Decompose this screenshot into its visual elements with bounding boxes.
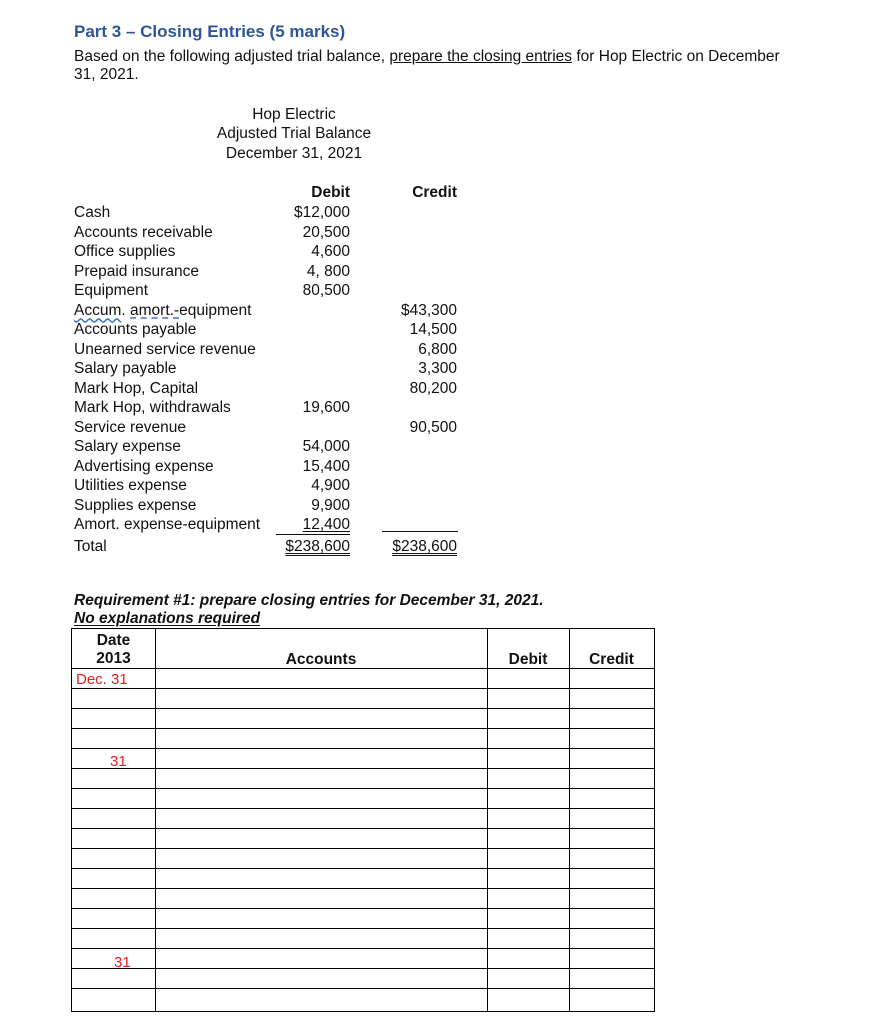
account-name: Unearned service revenue bbox=[74, 340, 256, 358]
accum-word: Accum bbox=[74, 301, 122, 319]
credit-total-rule bbox=[382, 531, 458, 532]
journal-row-line bbox=[72, 968, 654, 969]
account-debit: 80,500 bbox=[302, 282, 350, 299]
journal-row-line bbox=[72, 888, 654, 889]
journal-row-line bbox=[72, 988, 654, 989]
account-credit: 80,200 bbox=[409, 379, 457, 397]
credit-column-header: Credit bbox=[412, 184, 457, 201]
journal-row-line bbox=[72, 808, 654, 809]
requirement-line-2: No explanations required bbox=[74, 610, 261, 627]
journal-row-line bbox=[72, 868, 654, 869]
account-credit: 14,500 bbox=[409, 321, 457, 338]
journal-table bbox=[71, 628, 655, 1012]
debit-column-header: Debit bbox=[311, 184, 350, 201]
account-debit: 4,900 bbox=[311, 477, 350, 494]
journal-row-line bbox=[72, 748, 654, 749]
year-header-label: 2013 bbox=[96, 650, 131, 667]
journal-row-line bbox=[72, 668, 654, 669]
intro-underlined-phrase: prepare the closing entries bbox=[389, 48, 573, 65]
journal-row-line bbox=[72, 828, 654, 829]
debit-column-divider bbox=[569, 629, 570, 1011]
account-debit: 19,600 bbox=[302, 399, 350, 416]
account-debit: 54,000 bbox=[302, 438, 350, 455]
journal-entry-date-1: Dec. 31 bbox=[76, 671, 128, 688]
journal-row-line bbox=[72, 728, 654, 729]
account-name: Mark Hop, withdrawals bbox=[74, 399, 231, 416]
account-name: Equipment bbox=[74, 282, 149, 299]
total-debit: $238,600 bbox=[285, 537, 350, 555]
total-credit: $238,600 bbox=[392, 537, 457, 555]
account-name: Supplies expense bbox=[74, 496, 197, 514]
account-name: Accounts receivable bbox=[74, 223, 213, 241]
account-name: Prepaid insurance bbox=[74, 262, 199, 280]
debit-total-rule bbox=[276, 534, 350, 535]
account-name: Salary expense bbox=[74, 438, 181, 455]
account-name: Service revenue bbox=[74, 418, 187, 436]
company-name: Hop Electric bbox=[252, 106, 336, 123]
account-debit: 4,600 bbox=[311, 243, 350, 260]
journal-row-line bbox=[72, 928, 654, 929]
journal-row-line bbox=[72, 948, 654, 949]
equipment-word: equipment bbox=[179, 301, 252, 319]
account-debit: 12,400 bbox=[302, 516, 350, 533]
journal-accounts-header: Accounts bbox=[285, 651, 357, 668]
journal-entry-date-3: 31 bbox=[114, 954, 131, 971]
account-name: Mark Hop, Capital bbox=[74, 379, 199, 397]
account-debit: 20,500 bbox=[302, 223, 350, 241]
journal-entry-date-2: 31 bbox=[110, 753, 127, 770]
account-credit: 3,300 bbox=[418, 360, 457, 377]
account-name: Office supplies bbox=[74, 243, 176, 260]
journal-row-line bbox=[72, 708, 654, 709]
account-credit: $43,300 bbox=[400, 301, 457, 319]
requirement-line-1: Requirement #1: prepare closing entries for December 31, 2021. bbox=[74, 592, 544, 609]
account-debit: 4, 800 bbox=[306, 262, 350, 280]
account-name: Accounts payable bbox=[74, 321, 197, 338]
account-name: Utilities expense bbox=[74, 477, 187, 494]
account-debit: 9,900 bbox=[311, 496, 350, 514]
journal-row-line bbox=[72, 848, 654, 849]
account-debit: $12,000 bbox=[293, 204, 350, 221]
section-heading: Part 3 – Closing Entries (5 marks) bbox=[74, 22, 346, 41]
journal-date-header bbox=[72, 632, 155, 668]
journal-row-line bbox=[72, 688, 654, 689]
journal-row-line bbox=[72, 908, 654, 909]
account-name: Salary payable bbox=[74, 360, 177, 377]
account-credit: 6,800 bbox=[418, 340, 457, 358]
intro-text-before: Based on the following adjusted trial balance, bbox=[74, 48, 390, 65]
amort-word: amort.- bbox=[130, 301, 180, 319]
journal-row-line bbox=[72, 768, 654, 769]
accounts-column-divider bbox=[487, 629, 488, 1011]
accum-separator: . bbox=[121, 301, 130, 319]
date-column-divider bbox=[155, 629, 156, 1011]
account-name bbox=[74, 301, 251, 320]
intro-paragraph bbox=[74, 48, 794, 84]
statement-title: Adjusted Trial Balance bbox=[216, 125, 372, 142]
account-name: Cash bbox=[74, 204, 111, 221]
statement-date: December 31, 2021 bbox=[225, 145, 363, 162]
account-name: Advertising expense bbox=[74, 457, 214, 475]
account-debit: 15,400 bbox=[302, 457, 350, 475]
journal-debit-header: Debit bbox=[508, 651, 548, 668]
journal-row-line bbox=[72, 788, 654, 789]
journal-credit-header: Credit bbox=[589, 651, 634, 668]
intro-text-after: for Hop Electric on December 31, 2021. bbox=[74, 48, 780, 83]
account-credit: 90,500 bbox=[409, 418, 457, 436]
total-label: Total bbox=[74, 537, 107, 555]
date-header-label: Date bbox=[96, 632, 131, 649]
account-name: Amort. expense-equipment bbox=[74, 516, 261, 533]
